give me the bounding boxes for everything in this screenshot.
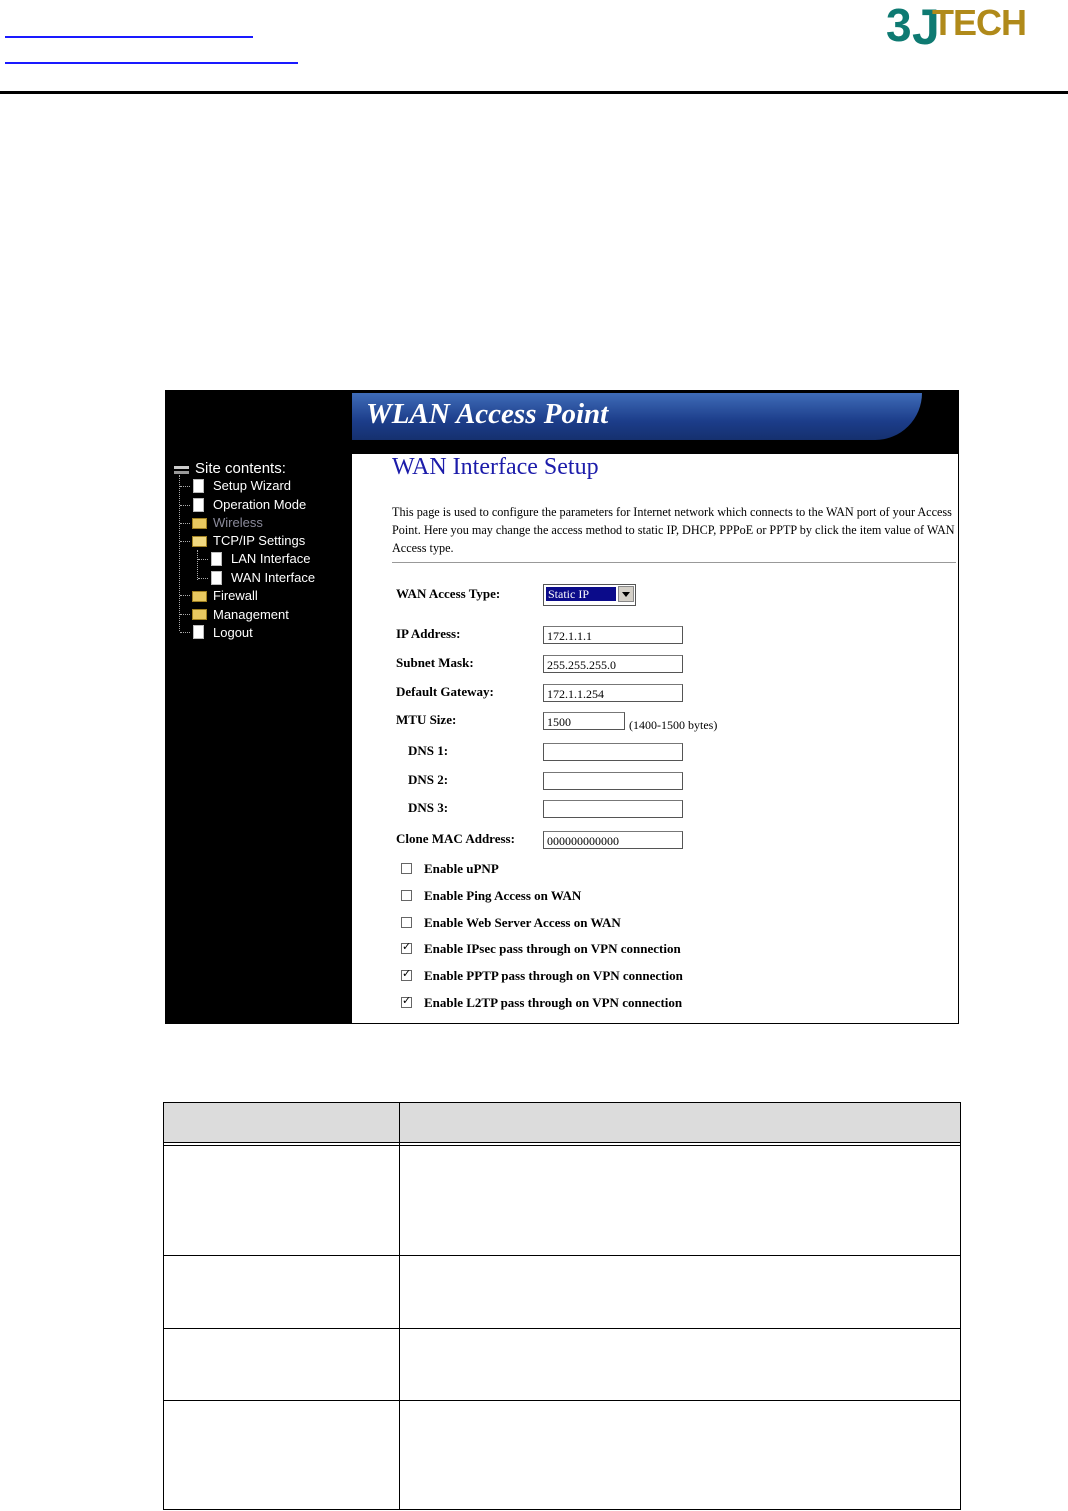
sidebar — [166, 454, 352, 1023]
default-gateway-input[interactable]: 172.1.1.254 — [543, 684, 683, 702]
sidebar-item-setup-wizard[interactable]: Setup Wizard — [213, 478, 292, 493]
wan-access-type-select[interactable] — [543, 584, 636, 606]
site-contents-icon — [174, 463, 188, 473]
dns3-input[interactable] — [543, 800, 683, 818]
page-icon — [193, 625, 204, 639]
page-title: WAN Interface Setup — [392, 454, 599, 480]
banner-title: WLAN Access Point — [366, 398, 609, 430]
mtu-size-input[interactable]: 1500 — [543, 712, 625, 730]
logo-3: 3 — [886, 0, 910, 51]
tree-branch — [180, 614, 190, 615]
enable-l2tp-checkbox[interactable] — [401, 997, 412, 1008]
sidebar-item-operation-mode[interactable]: Operation Mode — [213, 497, 307, 512]
dns3-label: DNS 3: — [408, 800, 449, 815]
tree-branch — [180, 523, 190, 524]
folder-icon — [192, 591, 207, 602]
tree-line — [179, 475, 180, 631]
enable-web-server-access-checkbox[interactable] — [401, 917, 412, 928]
banner — [166, 391, 958, 454]
enable-ping-access-checkbox[interactable] — [401, 890, 412, 901]
enable-pptp-checkbox[interactable] — [401, 970, 412, 981]
sidebar-item-logout[interactable]: Logout — [213, 625, 253, 640]
3jtech-logo — [886, 0, 1026, 56]
header-link-1[interactable] — [5, 36, 253, 38]
table-header-rule — [164, 1142, 960, 1146]
tree-branch — [180, 595, 190, 596]
page-icon — [211, 552, 222, 566]
tree-branch — [180, 505, 190, 506]
folder-icon — [192, 518, 207, 529]
open-folder-icon — [192, 536, 207, 547]
mtu-size-label: MTU Size: — [396, 712, 457, 727]
header-rule — [0, 91, 1068, 94]
page-description: This page is used to configure the parameters for Internet network which connects to the WAN port of your Access Point. Here you may change the access method to static IP, DHCP, PPPoE or PPTP by click the item value of WAN Access type. — [392, 505, 955, 555]
clone-mac-input[interactable]: 000000000000 — [543, 831, 683, 849]
page-icon — [211, 571, 222, 585]
enable-ipsec-checkbox[interactable] — [401, 943, 412, 954]
page-icon — [193, 479, 204, 493]
tree-branch — [198, 578, 208, 579]
logo-tech: TECH — [932, 2, 1026, 43]
sidebar-item-tcpip-settings[interactable]: TCP/IP Settings — [213, 533, 306, 548]
enable-upnp-label: Enable uPNP — [424, 861, 499, 876]
enable-ping-access-label: Enable Ping Access on WAN — [424, 888, 582, 903]
tree-branch — [180, 486, 190, 487]
folder-icon — [192, 609, 207, 620]
tree-branch — [198, 559, 208, 560]
dns1-label: DNS 1: — [408, 743, 449, 758]
table-header — [164, 1103, 960, 1142]
table-column-divider — [399, 1103, 400, 1509]
sidebar-item-lan-interface[interactable]: LAN Interface — [231, 551, 311, 566]
router-screenshot — [165, 390, 959, 1024]
dns1-input[interactable] — [543, 743, 683, 761]
enable-upnp-checkbox[interactable] — [401, 863, 412, 874]
table-row-divider — [164, 1400, 960, 1401]
sidebar-item-firewall[interactable]: Firewall — [213, 588, 258, 603]
parameter-table — [163, 1102, 961, 1510]
enable-l2tp-label: Enable L2TP pass through on VPN connection — [424, 995, 683, 1010]
enable-ipsec-label: Enable IPsec pass through on VPN connection — [424, 941, 681, 956]
tree-branch — [180, 632, 190, 633]
clone-mac-label: Clone MAC Address: — [396, 831, 515, 846]
separator — [392, 562, 956, 563]
tree-line — [197, 550, 198, 580]
mtu-unit-hint: (1400-1500 bytes) — [629, 718, 718, 732]
header-link-2[interactable] — [5, 62, 298, 64]
subnet-mask-input[interactable]: 255.255.255.0 — [543, 655, 683, 673]
dns2-label: DNS 2: — [408, 772, 449, 787]
subnet-mask-label: Subnet Mask: — [396, 655, 474, 670]
default-gateway-label: Default Gateway: — [396, 684, 494, 699]
content-pane — [352, 454, 958, 1023]
dns2-input[interactable] — [543, 772, 683, 790]
table-row-divider — [164, 1328, 960, 1329]
site-contents-header: Site contents: — [195, 460, 286, 477]
table-row-divider — [164, 1255, 960, 1256]
sidebar-item-management[interactable]: Management — [213, 607, 289, 622]
wan-access-type-label: WAN Access Type: — [396, 586, 501, 601]
enable-web-server-access-label: Enable Web Server Access on WAN — [424, 915, 621, 930]
page-icon — [193, 498, 204, 512]
logo-j: J — [912, 0, 940, 55]
ip-address-input[interactable]: 172.1.1.1 — [543, 626, 683, 644]
sidebar-item-wan-interface[interactable]: WAN Interface — [231, 570, 316, 585]
tree-branch — [180, 541, 190, 542]
chevron-down-icon[interactable] — [618, 586, 634, 602]
ip-address-label: IP Address: — [396, 626, 461, 641]
wan-access-type-value: Static IP — [546, 587, 616, 601]
sidebar-item-wireless[interactable]: Wireless — [213, 515, 263, 530]
enable-pptp-label: Enable PPTP pass through on VPN connection — [424, 968, 683, 983]
